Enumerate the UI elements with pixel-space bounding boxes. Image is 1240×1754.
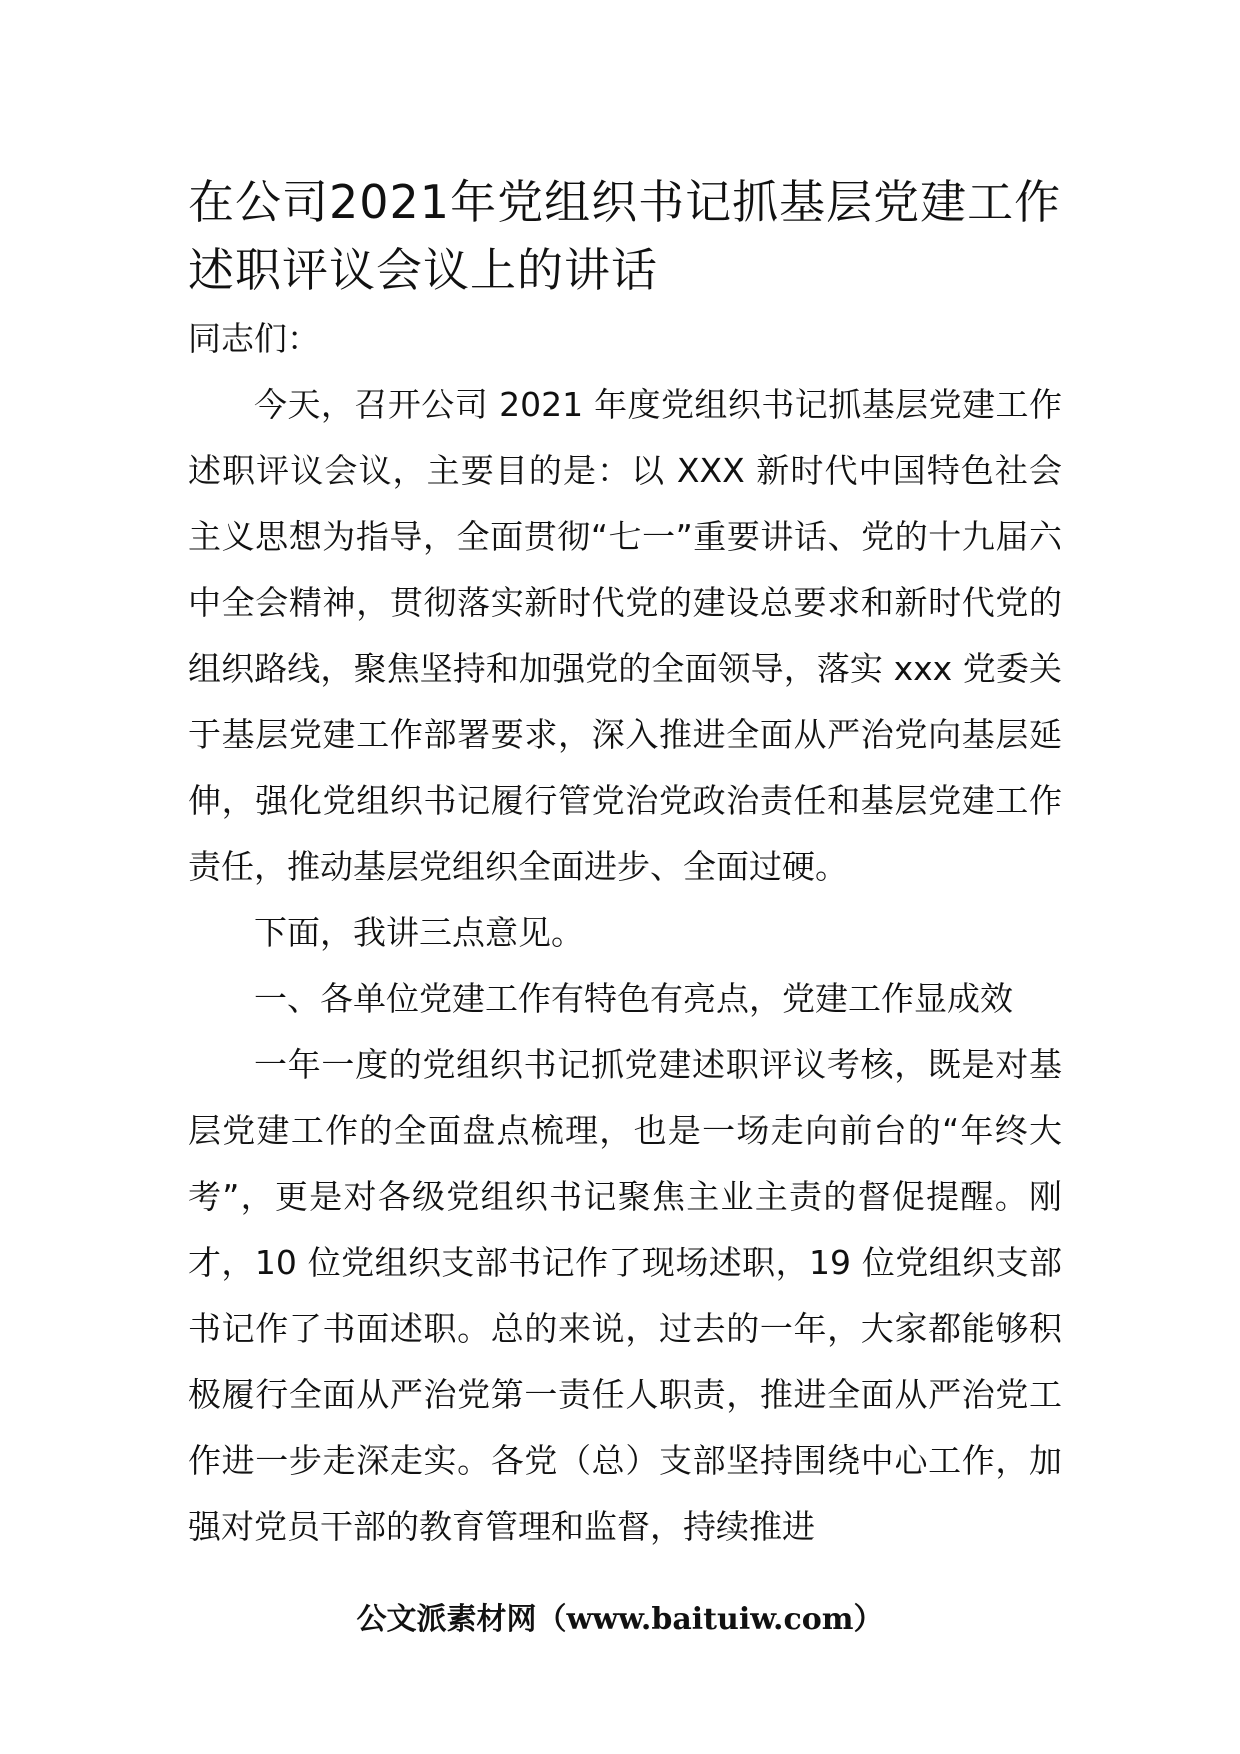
document-body [188, 306, 1062, 1560]
section-heading-1: 一、各单位党建工作有特色有亮点，党建工作显成效 [254, 979, 1013, 1018]
paragraph-section-1: 一年一度的党组织书记抓党建述职评议考核，既是对基层党建工作的全面盘点梳理，也是一场走向前台的“年终大考”，更是对各级党组织书记聚焦主业主责的督促提醒。刚才，10 位党组织支部书记作了现场述职，19 位党组织支部书记作了书面述职。总的来说，过去的一年，大家都能够积极履行全面从严治党第一责任人职责，推进全面从严治党工作进一步走深走实。各党（总）支部坚持围绕中心工作，加强对党员干部的教育管理和监督，持续推进 [188, 1045, 1062, 1546]
paragraph-opening: 今天，召开公司 2021 年度党组织书记抓基层党建工作述职评议会议，主要目的是：以 XXX 新时代中国特色社会主义思想为指导，全面贯彻“七一”重要讲话、党的十九届六中全会精神，贯彻落实新时代党的建设总要求和新时代党的组织路线，聚焦坚持和加强党的全面领导，落实 xxx 党委关于基层党建工作部署要求，深入推进全面从严治党向基层延伸，强化党组织书记履行管党治党政治责任和基层党建工作责任，推动基层党组织全面进步、全面过硬。 [188, 385, 1062, 886]
paragraph-intro: 下面，我讲三点意见。 [254, 913, 584, 952]
document-title: 在公司2021年党组织书记抓基层党建工作述职评议会议上的讲话 [188, 175, 1062, 297]
footer-watermark: 公文派素材网（www.baituiw.com） [356, 1602, 884, 1637]
salutation: 同志们： [188, 319, 320, 358]
